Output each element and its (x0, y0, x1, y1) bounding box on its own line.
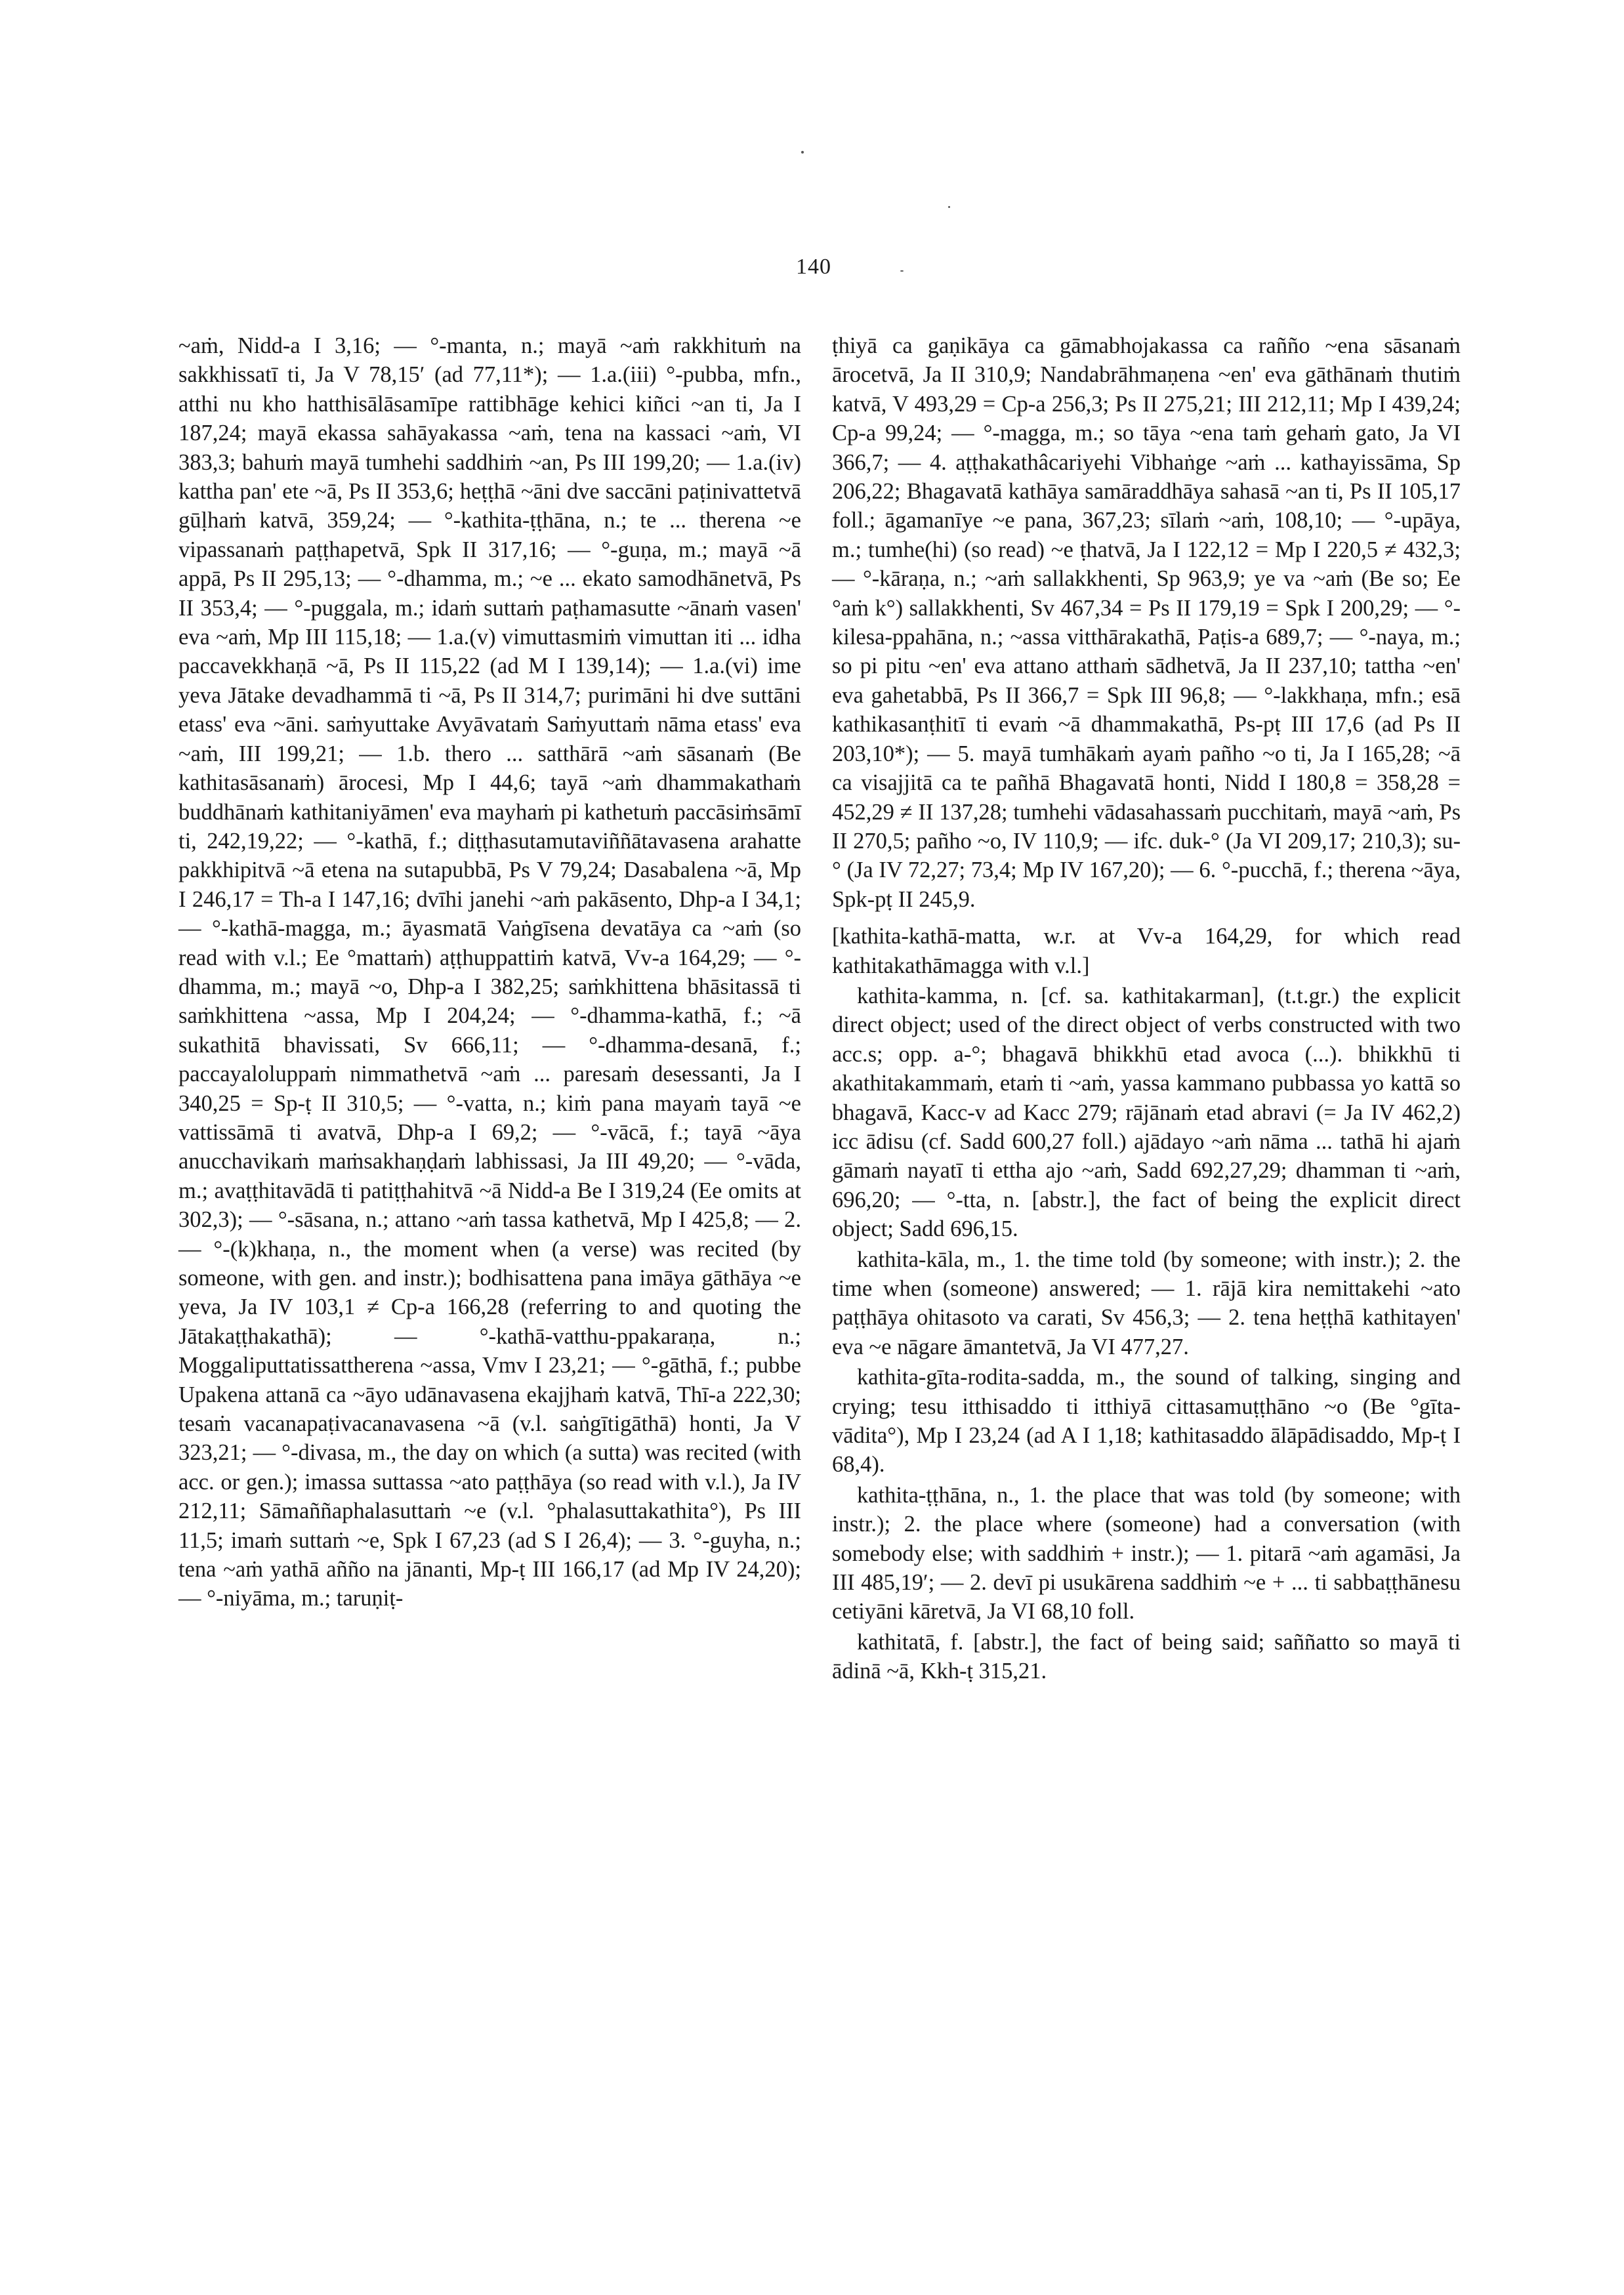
right-paragraph-continuation: ṭhiyā ca gaṇikāya ca gāmabhojakassa ca rañño ~ena sāsanaṁ ārocetvā, Ja II 310,9; Nandabrāhmaṇena ~en' eva gāthānaṁ thutiṁ katvā, V 493,29 = Cp-a 256,3; Ps II 275,21; III 212,11; Mp I 439,24; Cp-a 99,24; — °-magga, m.; so tāya ~ena taṁ gehaṁ gato, Ja VI 366,7; — 4. aṭṭhakathâcariyehi Vibhaṅge ~aṁ ... kathayissāma, Sp 206,22; Bhagavatā kathāya samāraddhāya sahasā ~an ti, Ps II 105,17 foll.; āgamanīye ~e pana, 367,23; sīlaṁ ~aṁ, 108,10; — °-upāya, m.; tumhe(hi) (so read) ~e ṭhatvā, Ja I 122,12 = Mp I 220,5 ≠ 432,3; — °-kāraṇa, n.; ~aṁ sallakkhenti, Sp 963,9; ye va ~aṁ (Be so; Ee °aṁ k°) sallakkhenti, Sv 467,34 = Ps II 179,19 = Spk I 200,29; — °-kilesa-ppahāna, n.; ~assa vitthārakathā, Paṭis-a 689,7; — °-naya, m.; so pi pitu ~en' eva attano atthaṁ sādhetvā, Ja II 237,10; tattha ~en' eva gahetabbā, Ps II 366,7 = Spk III 96,8; — °-lakkhaṇa, mfn.; esā kathikasanṭhitī ti evaṁ ~ā dhammakathā, Ps-pṭ III 17,6 (ad Ps II 203,10*); — 5. mayā tumhākaṁ ayaṁ pañho ~o ti, Ja I 165,28; ~ā ca visajjitā ca te pañhā Bhagavatā honti, Nidd I 180,8 = 358,28 = 452,29 ≠ II 137,28; tumhehi vādasahassaṁ pucchitaṁ, mayā ~aṁ, Ps II 270,5; pañho ~o, IV 110,9; — ifc. duk-° (Ja VI 209,17; 210,3); su-° (Ja IV 72,27; 73,4; Mp IV 167,20); — 6. °-pucchā, f.; therena ~āya, Spk-pṭ II 245,9. (832, 333, 1461, 912)
entry-kathita-gita-rodita-sadda: kathita-gīta-rodita-sadda, m., the sound of talking, singing and crying; tesu itthisaddo ti itthiyā cittasamuṭṭhāno ~o (Be °gīta-vādita°), Mp I 23,24 (ad A I 1,18; kathitasaddo ālāpādisaddo, Mp-ṭ I 68,4). (832, 1365, 1461, 1478)
entry-kathita-kamma: kathita-kamma, n. [cf. sa. kathitakarman], (t.t.gr.) the explicit direct object; used of the direct object of verbs constructed with two acc.s; opp. a-°; bhagavā bhikkhū etad avoca (...). bhikkhū ti akathitakammaṁ, etaṁ ti ~aṁ, yassa kammano pubbassa yo kattā so bhagavā, Kacc-v ad Kacc 279; rājānaṁ etad abravi (= Ja IV 462,2) icc ādisu (cf. Sadd 600,27 foll.) ajādayo ~aṁ nāma ... tathā hi ajaṁ gāmaṁ nayatī ti ettha ajo ~aṁ, Sadd 692,27,29; dhamman ti ~aṁ, 696,20; — °-tta, n. [abstr.], the fact of being the explicit direct object; Sadd 696,15. (832, 983, 1461, 1242)
left-paragraph: ~aṁ, Nidd-a I 3,16; — °-manta, n.; mayā ~aṁ rakkhituṁ na sakkhissatī ti, Ja V 78,15ʹ (ad 77,11*); — 1.a.(iii) °-pubba, mfn., atthi nu kho hatthisālāsamīpe rattibhāge kehici kiñci ~an ti, Ja I 187,24; mayā ekassa sahāyakassa ~aṁ, tena na kassaci ~aṁ, VI 383,3; bahuṁ mayā tumhehi saddhiṁ ~an, Ps III 199,20; — 1.a.(iv) kattha pan' ete ~ā, Ps II 353,6; heṭṭhā ~āni dve saccāni paṭinivattetvā gūḷhaṁ katvā, 359,24; — °-kathita-ṭṭhāna, n.; te ... therena ~e vipassanaṁ paṭṭhapetvā, Spk II 317,16; — °-guṇa, m.; mayā ~ā appā, Ps II 295,13; — °-dhamma, m.; ~e ... ekato samodhānetvā, Ps II 353,4; — °-puggala, m.; idaṁ suttaṁ paṭhamasutte ~ānaṁ vasen' eva ~aṁ, Mp III 115,18; — 1.a.(v) vimuttasmiṁ vimuttan iti ... idha paccavekkhaṇā ~ā, Ps II 115,22 (ad M I 139,14); — 1.a.(vi) ime yeva Jātake devadhammā ti ~ā, Ps II 314,7; purimāni hi dve suttāni etass' eva ~āni. saṁyuttake Avyāvataṁ Saṁyuttaṁ nāma etass' eva ~aṁ, III 199,21; — 1.b. thero ... satthārā ~aṁ sāsanaṁ (Be kathitasāsanaṁ) ārocesi, Mp I 44,6; tayā ~aṁ dhammakathaṁ buddhānaṁ kathitaniyāmen' eva mayhaṁ pi kathetuṁ paccāsiṁsāmī ti, 242,19,22; — °-kathā, f.; diṭṭhasutamutaviññātavasena arahatte pakkhipitvā ~ā etena na sutapubbā, Ps V 79,24; Dasabalena ~ā, Mp I 246,17 = Th-a I 147,16; dvīhi janehi ~aṁ pakāsento, Dhp-a I 34,1; — °-kathā-magga, m.; āyasmatā Vaṅgīsena devatāya ca ~aṁ (so read with v.l.; Ee °mattaṁ) aṭṭhuppattiṁ katvā, Vv-a 164,29; — °-dhamma, m.; mayā ~o, Dhp-a I 382,25; saṁkhittena bhāsitassā ti saṁkhittena ~assa, Mp I 204,24; — °-dhamma-kathā, f.; ~ā sukathitā bhavissati, Sv 666,11; — °-dhamma-desanā, f.; paccayaloluppaṁ nimmathetvā ~aṁ ... paresaṁ desessanti, Ja I 340,25 = Sp-ṭ II 310,5; — °-vatta, n.; kiṁ pana mayaṁ tayā ~e vattissāmā ti avatvā, Dhp-a I 69,2; — °-vācā, f.; tayā ~āya anucchavikaṁ maṁsakhaṇḍaṁ labhissasi, Ja III 49,20; — °-vāda, m.; avaṭṭhitavādā ti patiṭṭhahitvā ~ā Nidd-a Be I 319,24 (Ee omits at 302,3); — °-sāsana, n.; attano ~aṁ tassa kathetvā, Mp I 425,8; — 2. — °-(k)khaṇa, n., the moment when (a verse) was recited (by someone, with gen. and instr.); bodhisattena pana imāya gāthāya ~e yeva, Ja IV 103,1 ≠ Cp-a 166,28 (referring to and quoting the Jātakaṭṭhakathā); — °-kathā-vatthu-ppakaraṇa, n.; Moggaliputtatissattherena ~assa, Vmv I 23,21; — °-gāthā, f.; pubbe Upakena attanā ca ~āyo udānavasena ekajjhaṁ katvā, Thī-a 222,30; tesaṁ vacanapaṭivacanavasena ~ā (v.l. saṅgītigāthā) honti, Ja V 323,21; — °-divasa, m., the day on which (a sutta) was recited (with acc. or gen.); imassa suttassa ~ato paṭṭhāya (so read with v.l.), Ja IV 212,11; Sāmaññaphalasuttaṁ ~e (v.l. °phalasuttakathita°), Ps III 11,5; imaṁ suttaṁ ~e, Spk I 67,23 (ad S I 26,4); — 3. °-guyha, n.; tena ~aṁ yathā añño na jānanti, Mp-ṭ III 166,17 (ad Mp IV 24,20); — °-niyāma, m.; taruṇiṭ- (178, 333, 801, 1611)
entry-kathitata: kathitatā, f. [abstr.], the fact of being said; saññatto so mayā ti ādinā ~ā, Kkh-ṭ 315,21. (832, 1629, 1461, 1684)
entry-kathita-tthana: kathita-ṭṭhāna, n., 1. the place that was told (by someone; with instr.); 2. the place where (someone) had a conversation (with somebody else; with saddhiṁ + instr.); — 1. pitarā ~aṁ agamāsi, Ja III 485,19ʹ; — 2. devī pi usukārena saddhiṁ ~e + ... ti sabbaṭṭhānesu cetiyāni kāretvā, Ja VI 68,10 foll. (832, 1482, 1461, 1624)
entry-kathita-kala: kathita-kāla, m., 1. the time told (by someone; with instr.); 2. the time when (someone) answered; — 1. rājā kira nemittakehi ~ato paṭṭhāya ohitasoto va carati, Sv 456,3; — 2. tena heṭṭhā kathitayen' eva ~e nāgare āmantetvā, Ja VI 477,27. (832, 1247, 1461, 1359)
right-column (832, 331, 1461, 1686)
scan-speck (948, 206, 950, 208)
page-number: 140 (796, 255, 831, 279)
entry-note-kathita-katha-matta: [kathita-kathā-matta, w.r. at Vv-a 164,29, for which read kathitakathāmagga with v.l.] (832, 924, 1461, 978)
left-column (178, 331, 801, 1613)
scan-speck (900, 270, 904, 272)
scan-speck (801, 151, 804, 154)
